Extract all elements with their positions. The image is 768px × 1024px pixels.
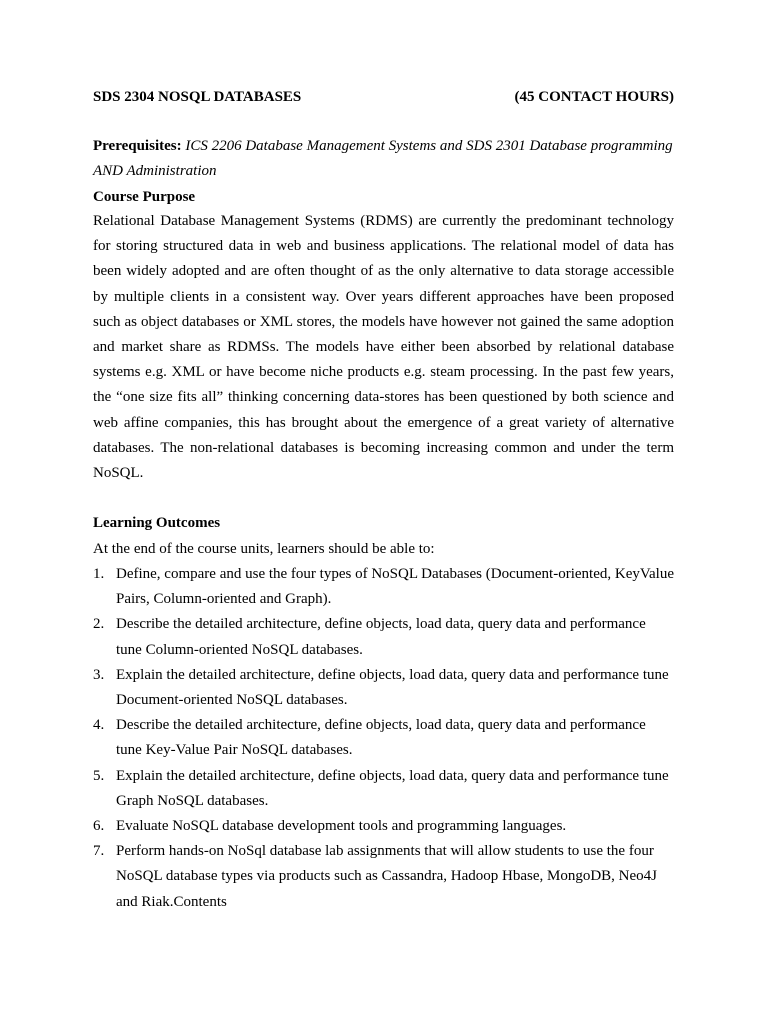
list-item-number: 1. <box>93 566 105 582</box>
list-item <box>93 814 674 839</box>
list-item-number: 4. <box>93 717 105 734</box>
list-item-text: Perform hands-on NoSql database lab assignments that will allow students to use the four NoSQL database types via products such as Cassandra, Hadoop Hbase, MongoDB, Neo4J and Riak.Contents <box>116 843 658 910</box>
list-item <box>93 663 674 713</box>
list-item <box>93 612 674 662</box>
list-item <box>93 764 674 814</box>
list-item-number: 2. <box>93 616 105 633</box>
list-item-number: 3. <box>93 666 105 683</box>
list-item-number: 5. <box>93 767 105 784</box>
prerequisites <box>93 134 674 184</box>
list-item <box>93 562 674 612</box>
course-title: SDS 2304 NOSQL DATABASES <box>93 89 302 105</box>
list-item-text: Evaluate NoSQL database development tools and programming languages. <box>116 818 567 835</box>
course-header <box>93 87 674 107</box>
list-item-text: Describe the detailed architecture, define objects, load data, query data and performance tune Key-Value Pair NoSQL databases. <box>116 717 646 759</box>
list-item-text: Describe the detailed architecture, define objects, load data, query data and performance tune Column-oriented NoSQL databases. <box>116 616 646 658</box>
list-item-number: 6. <box>93 818 105 835</box>
learning-outcomes-heading: Learning Outcomes <box>93 515 221 531</box>
list-item-text: Define, compare and use the four types of NoSQL Databases (Document-oriented, KeyValue Pairs, Column-oriented and Graph). <box>116 566 675 608</box>
learning-outcomes-list <box>93 562 674 915</box>
list-item-number: 7. <box>93 843 105 860</box>
contact-hours: (45 CONTACT HOURS) <box>514 89 674 105</box>
list-item-text: Explain the detailed architecture, define objects, load data, query data and performance tune Graph NoSQL databases. <box>116 767 669 809</box>
course-purpose-body: Relational Database Management Systems (RDMS) are currently the predominant technology for storing structured data in web and business applications. The relational model of data has been widely adopted and are often thought of as the only alternative to data storage accessible by multiple clients in a consistent way. Over years different approaches have been proposed such as object databases or XML stores, the models have however not gained the same adoption and market share as RDMSs. The models have either been absorbed by relational database systems e.g. XML or have become niche products e.g. steam processing. In the past few years, the “one size fits all” thinking concerning data-stores has been questioned by both science and web affine companies, this has brought about the emergence of a great variety of alternative databases. The non-relational databases is becoming increasing common and under the term NoSQL. <box>93 213 674 482</box>
prerequisites-label: Prerequisites: <box>93 138 182 154</box>
list-item <box>93 839 674 915</box>
prerequisites-text: ICS 2206 Database Management Systems and SDS 2301 Database programming AND Administration <box>93 138 673 180</box>
learning-outcomes-intro: At the end of the course units, learners should be able to: <box>93 541 435 557</box>
list-item-text: Explain the detailed architecture, define objects, load data, query data and performance tune Document-oriented NoSQL databases. <box>116 666 669 709</box>
list-item <box>93 713 674 763</box>
course-purpose-heading: Course Purpose <box>93 189 196 205</box>
